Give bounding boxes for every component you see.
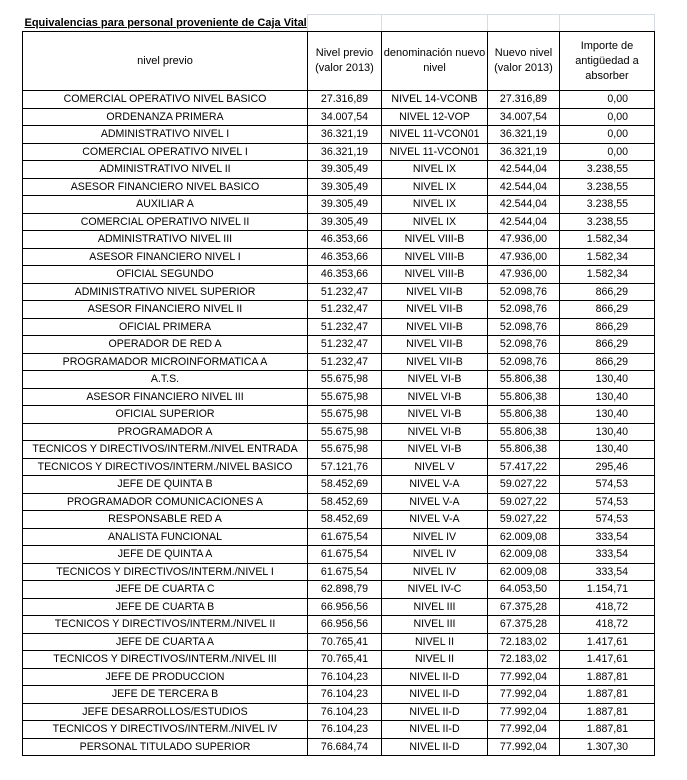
cell-nuevo-nivel-valor: 55.806,38 <box>488 371 560 389</box>
table-row <box>23 126 655 144</box>
cell-importe: 0,00 <box>560 126 655 144</box>
cell-nivel-previo: PROGRAMADOR MICROINFORMATICA A <box>23 353 308 371</box>
cell-nivel-previo-valor: 76.104,23 <box>308 703 382 721</box>
cell-nivel-previo-valor: 58.452,69 <box>308 493 382 511</box>
cell-nivel-previo: ASESOR FINANCIERO NIVEL III <box>23 388 308 406</box>
table-row <box>23 301 655 319</box>
cell-importe: 3.238,55 <box>560 196 655 214</box>
cell-nuevo-nivel-valor: 72.183,02 <box>488 633 560 651</box>
table-row <box>23 633 655 651</box>
table-row <box>23 686 655 704</box>
cell-denominacion: NIVEL 12-VOP <box>382 108 488 126</box>
cell-nuevo-nivel-valor: 47.936,00 <box>488 231 560 249</box>
cell-importe: 130,40 <box>560 371 655 389</box>
cell-nuevo-nivel-valor: 36.321,19 <box>488 143 560 161</box>
cell-denominacion: NIVEL VI-B <box>382 423 488 441</box>
cell-nuevo-nivel-valor: 77.992,04 <box>488 703 560 721</box>
table-row <box>23 266 655 284</box>
cell-nuevo-nivel-valor: 62.009,08 <box>488 546 560 564</box>
cell-nivel-previo: JEFE DE PRODUCCION <box>23 668 308 686</box>
cell-nivel-previo-valor: 46.353,66 <box>308 266 382 284</box>
cell-nivel-previo: ADMINISTRATIVO NIVEL II <box>23 161 308 179</box>
table-row <box>23 476 655 494</box>
cell-nuevo-nivel-valor: 42.544,04 <box>488 213 560 231</box>
table-row <box>23 668 655 686</box>
cell-importe: 1.887,81 <box>560 686 655 704</box>
cell-nivel-previo: JEFE DE CUARTA A <box>23 633 308 651</box>
cell-nuevo-nivel-valor: 57.417,22 <box>488 458 560 476</box>
cell-importe: 130,40 <box>560 441 655 459</box>
cell-nivel-previo-valor: 46.353,66 <box>308 231 382 249</box>
cell-nuevo-nivel-valor: 42.544,04 <box>488 161 560 179</box>
cell-nuevo-nivel-valor: 59.027,22 <box>488 511 560 529</box>
cell-denominacion: NIVEL VII-B <box>382 336 488 354</box>
cell-nivel-previo-valor: 39.305,49 <box>308 196 382 214</box>
cell-importe: 866,29 <box>560 336 655 354</box>
cell-nivel-previo-valor: 34.007,54 <box>308 108 382 126</box>
cell-denominacion: NIVEL IV <box>382 546 488 564</box>
cell-nivel-previo-valor: 61.675,54 <box>308 546 382 564</box>
cell-nivel-previo: JEFE DE CUARTA C <box>23 581 308 599</box>
header-nivel-previo-valor: Nivel previo (valor 2013) <box>308 32 382 91</box>
cell-denominacion: NIVEL V-A <box>382 493 488 511</box>
cell-nivel-previo-valor: 58.452,69 <box>308 511 382 529</box>
cell-nivel-previo: ORDENANZA PRIMERA <box>23 108 308 126</box>
cell-denominacion: NIVEL II <box>382 633 488 651</box>
cell-nivel-previo-valor: 51.232,47 <box>308 336 382 354</box>
cell-denominacion: NIVEL II <box>382 651 488 669</box>
cell-denominacion: NIVEL VI-B <box>382 406 488 424</box>
cell-nivel-previo: JEFE DE TERCERA B <box>23 686 308 704</box>
cell-nuevo-nivel-valor: 47.936,00 <box>488 248 560 266</box>
cell-denominacion: NIVEL IV-C <box>382 581 488 599</box>
cell-nivel-previo-valor: 39.305,49 <box>308 161 382 179</box>
table-row <box>23 213 655 231</box>
cell-nuevo-nivel-valor: 77.992,04 <box>488 721 560 739</box>
cell-nivel-previo: ASESOR FINANCIERO NIVEL BASICO <box>23 178 308 196</box>
cell-nivel-previo-valor: 36.321,19 <box>308 126 382 144</box>
table-row <box>23 616 655 634</box>
empty-cell <box>560 15 655 32</box>
cell-importe: 1.582,34 <box>560 231 655 249</box>
cell-nivel-previo: OFICIAL SEGUNDO <box>23 266 308 284</box>
table-row <box>23 563 655 581</box>
cell-nivel-previo: OPERADOR DE RED A <box>23 336 308 354</box>
cell-nuevo-nivel-valor: 77.992,04 <box>488 686 560 704</box>
equivalence-sheet <box>22 14 654 756</box>
cell-importe: 418,72 <box>560 598 655 616</box>
cell-importe: 574,53 <box>560 476 655 494</box>
table-row <box>23 493 655 511</box>
cell-importe: 866,29 <box>560 301 655 319</box>
cell-nivel-previo: COMERCIAL OPERATIVO NIVEL BASICO <box>23 91 308 109</box>
cell-nuevo-nivel-valor: 77.992,04 <box>488 668 560 686</box>
cell-nivel-previo: JEFE DE QUINTA B <box>23 476 308 494</box>
cell-nivel-previo-valor: 27.316,89 <box>308 91 382 109</box>
table-row <box>23 353 655 371</box>
table-row <box>23 161 655 179</box>
cell-nuevo-nivel-valor: 62.009,08 <box>488 528 560 546</box>
cell-denominacion: NIVEL II-D <box>382 738 488 756</box>
cell-nuevo-nivel-valor: 62.009,08 <box>488 563 560 581</box>
cell-importe: 0,00 <box>560 108 655 126</box>
cell-importe: 1.154,71 <box>560 581 655 599</box>
cell-denominacion: NIVEL III <box>382 616 488 634</box>
cell-nuevo-nivel-valor: 55.806,38 <box>488 388 560 406</box>
cell-nivel-previo: TECNICOS Y DIRECTIVOS/INTERM./NIVEL BASICO <box>23 458 308 476</box>
cell-nivel-previo-valor: 51.232,47 <box>308 318 382 336</box>
cell-denominacion: NIVEL VIII-B <box>382 248 488 266</box>
cell-nuevo-nivel-valor: 42.544,04 <box>488 178 560 196</box>
cell-nivel-previo: TECNICOS Y DIRECTIVOS/INTERM./NIVEL IV <box>23 721 308 739</box>
cell-nuevo-nivel-valor: 27.316,89 <box>488 91 560 109</box>
cell-nivel-previo: PROGRAMADOR COMUNICACIONES A <box>23 493 308 511</box>
cell-importe: 574,53 <box>560 493 655 511</box>
table-row <box>23 178 655 196</box>
cell-denominacion: NIVEL IX <box>382 161 488 179</box>
cell-denominacion: NIVEL II-D <box>382 721 488 739</box>
header-denominacion: denominación nuevo nivel <box>382 32 488 91</box>
cell-nivel-previo-valor: 76.684,74 <box>308 738 382 756</box>
table-row <box>23 91 655 109</box>
cell-importe: 0,00 <box>560 143 655 161</box>
cell-nivel-previo-valor: 55.675,98 <box>308 423 382 441</box>
cell-nuevo-nivel-valor: 55.806,38 <box>488 441 560 459</box>
table-row <box>23 511 655 529</box>
cell-nuevo-nivel-valor: 52.098,76 <box>488 336 560 354</box>
table-row <box>23 441 655 459</box>
cell-nuevo-nivel-valor: 67.375,28 <box>488 616 560 634</box>
header-row <box>23 32 655 91</box>
cell-nivel-previo: ADMINISTRATIVO NIVEL I <box>23 126 308 144</box>
table-row <box>23 423 655 441</box>
cell-nivel-previo: TECNICOS Y DIRECTIVOS/INTERM./NIVEL I <box>23 563 308 581</box>
table-row <box>23 143 655 161</box>
cell-nuevo-nivel-valor: 52.098,76 <box>488 301 560 319</box>
table-row <box>23 231 655 249</box>
header-importe: Importe de antigüedad a absorber <box>560 32 655 91</box>
cell-nivel-previo-valor: 51.232,47 <box>308 353 382 371</box>
cell-nivel-previo: OFICIAL SUPERIOR <box>23 406 308 424</box>
cell-importe: 333,54 <box>560 528 655 546</box>
cell-importe: 333,54 <box>560 563 655 581</box>
cell-nuevo-nivel-valor: 64.053,50 <box>488 581 560 599</box>
cell-denominacion: NIVEL VI-B <box>382 441 488 459</box>
cell-nuevo-nivel-valor: 42.544,04 <box>488 196 560 214</box>
cell-nuevo-nivel-valor: 52.098,76 <box>488 353 560 371</box>
title-row <box>23 15 655 32</box>
cell-nivel-previo-valor: 66.956,56 <box>308 598 382 616</box>
cell-nivel-previo: TECNICOS Y DIRECTIVOS/INTERM./NIVEL II <box>23 616 308 634</box>
cell-nivel-previo-valor: 62.898,79 <box>308 581 382 599</box>
table-row <box>23 336 655 354</box>
cell-nivel-previo-valor: 51.232,47 <box>308 301 382 319</box>
cell-importe: 130,40 <box>560 423 655 441</box>
cell-importe: 130,40 <box>560 388 655 406</box>
cell-denominacion: NIVEL II-D <box>382 703 488 721</box>
cell-denominacion: NIVEL VII-B <box>382 353 488 371</box>
header-nivel-previo: nivel previo <box>23 32 308 91</box>
cell-nuevo-nivel-valor: 72.183,02 <box>488 651 560 669</box>
cell-importe: 1.307,30 <box>560 738 655 756</box>
cell-nivel-previo-valor: 61.675,54 <box>308 528 382 546</box>
cell-nivel-previo-valor: 36.321,19 <box>308 143 382 161</box>
empty-cell <box>382 15 488 32</box>
cell-denominacion: NIVEL IX <box>382 178 488 196</box>
empty-cell <box>308 15 382 32</box>
cell-nuevo-nivel-valor: 67.375,28 <box>488 598 560 616</box>
cell-denominacion: NIVEL V-A <box>382 511 488 529</box>
cell-denominacion: NIVEL V <box>382 458 488 476</box>
table-row <box>23 388 655 406</box>
cell-nivel-previo: PERSONAL TITULADO SUPERIOR <box>23 738 308 756</box>
cell-denominacion: NIVEL 14-VCONB <box>382 91 488 109</box>
cell-nivel-previo-valor: 55.675,98 <box>308 371 382 389</box>
cell-nuevo-nivel-valor: 59.027,22 <box>488 476 560 494</box>
table-row <box>23 283 655 301</box>
cell-nivel-previo: COMERCIAL OPERATIVO NIVEL I <box>23 143 308 161</box>
cell-nivel-previo: ASESOR FINANCIERO NIVEL I <box>23 248 308 266</box>
cell-nivel-previo-valor: 61.675,54 <box>308 563 382 581</box>
cell-nivel-previo-valor: 58.452,69 <box>308 476 382 494</box>
cell-importe: 418,72 <box>560 616 655 634</box>
empty-cell <box>488 15 560 32</box>
cell-nivel-previo-valor: 70.765,41 <box>308 651 382 669</box>
cell-nivel-previo: A.T.S. <box>23 371 308 389</box>
cell-nivel-previo-valor: 66.956,56 <box>308 616 382 634</box>
cell-nuevo-nivel-valor: 52.098,76 <box>488 318 560 336</box>
cell-nivel-previo: PROGRAMADOR A <box>23 423 308 441</box>
cell-nivel-previo-valor: 55.675,98 <box>308 441 382 459</box>
cell-denominacion: NIVEL VI-B <box>382 371 488 389</box>
cell-nivel-previo-valor: 39.305,49 <box>308 213 382 231</box>
cell-nuevo-nivel-valor: 55.806,38 <box>488 406 560 424</box>
cell-nivel-previo-valor: 70.765,41 <box>308 633 382 651</box>
cell-denominacion: NIVEL 11-VCON01 <box>382 126 488 144</box>
cell-denominacion: NIVEL IX <box>382 213 488 231</box>
cell-nivel-previo: TECNICOS Y DIRECTIVOS/INTERM./NIVEL III <box>23 651 308 669</box>
cell-nivel-previo-valor: 51.232,47 <box>308 283 382 301</box>
cell-denominacion: NIVEL VIII-B <box>382 266 488 284</box>
cell-importe: 3.238,55 <box>560 161 655 179</box>
cell-nuevo-nivel-valor: 59.027,22 <box>488 493 560 511</box>
cell-denominacion: NIVEL IV <box>382 528 488 546</box>
cell-denominacion: NIVEL VII-B <box>382 318 488 336</box>
cell-denominacion: NIVEL II-D <box>382 686 488 704</box>
cell-denominacion: NIVEL IX <box>382 196 488 214</box>
cell-nivel-previo-valor: 46.353,66 <box>308 248 382 266</box>
cell-denominacion: NIVEL VIII-B <box>382 231 488 249</box>
cell-importe: 1.582,34 <box>560 266 655 284</box>
cell-nivel-previo-valor: 76.104,23 <box>308 721 382 739</box>
cell-denominacion: NIVEL II-D <box>382 668 488 686</box>
cell-nivel-previo: JEFE DE QUINTA A <box>23 546 308 564</box>
cell-importe: 866,29 <box>560 318 655 336</box>
cell-nivel-previo: OFICIAL PRIMERA <box>23 318 308 336</box>
cell-importe: 1.582,34 <box>560 248 655 266</box>
table-row <box>23 406 655 424</box>
table-row <box>23 371 655 389</box>
cell-denominacion: NIVEL VII-B <box>382 283 488 301</box>
cell-denominacion: NIVEL VII-B <box>382 301 488 319</box>
cell-nivel-previo: ADMINISTRATIVO NIVEL III <box>23 231 308 249</box>
table-row <box>23 703 655 721</box>
cell-importe: 1.887,81 <box>560 703 655 721</box>
cell-importe: 295,46 <box>560 458 655 476</box>
table-row <box>23 546 655 564</box>
cell-denominacion: NIVEL III <box>382 598 488 616</box>
cell-nivel-previo-valor: 55.675,98 <box>308 388 382 406</box>
cell-denominacion: NIVEL VI-B <box>382 388 488 406</box>
cell-importe: 1.417,61 <box>560 651 655 669</box>
table-row <box>23 108 655 126</box>
cell-importe: 866,29 <box>560 353 655 371</box>
cell-nuevo-nivel-valor: 52.098,76 <box>488 283 560 301</box>
table-row <box>23 738 655 756</box>
cell-nivel-previo-valor: 76.104,23 <box>308 668 382 686</box>
header-nuevo-nivel-valor: Nuevo nivel (valor 2013) <box>488 32 560 91</box>
cell-importe: 3.238,55 <box>560 178 655 196</box>
cell-nivel-previo: ANALISTA FUNCIONAL <box>23 528 308 546</box>
cell-nivel-previo: COMERCIAL OPERATIVO NIVEL II <box>23 213 308 231</box>
table-row <box>23 598 655 616</box>
cell-nivel-previo: ASESOR FINANCIERO NIVEL II <box>23 301 308 319</box>
cell-nivel-previo-valor: 76.104,23 <box>308 686 382 704</box>
cell-importe: 1.417,61 <box>560 633 655 651</box>
table-row <box>23 248 655 266</box>
cell-importe: 333,54 <box>560 546 655 564</box>
table-row <box>23 458 655 476</box>
cell-nivel-previo-valor: 55.675,98 <box>308 406 382 424</box>
cell-nivel-previo-valor: 57.121,76 <box>308 458 382 476</box>
cell-importe: 0,00 <box>560 91 655 109</box>
table-row <box>23 318 655 336</box>
cell-denominacion: NIVEL V-A <box>382 476 488 494</box>
cell-denominacion: NIVEL 11-VCON01 <box>382 143 488 161</box>
table-row <box>23 581 655 599</box>
cell-nuevo-nivel-valor: 77.992,04 <box>488 738 560 756</box>
cell-nuevo-nivel-valor: 47.936,00 <box>488 266 560 284</box>
cell-importe: 574,53 <box>560 511 655 529</box>
table-row <box>23 528 655 546</box>
cell-nivel-previo: JEFE DESARROLLOS/ESTUDIOS <box>23 703 308 721</box>
cell-importe: 866,29 <box>560 283 655 301</box>
cell-denominacion: NIVEL IV <box>382 563 488 581</box>
table-row <box>23 721 655 739</box>
cell-nuevo-nivel-valor: 36.321,19 <box>488 126 560 144</box>
cell-importe: 3.238,55 <box>560 213 655 231</box>
cell-importe: 1.887,81 <box>560 721 655 739</box>
equivalence-table <box>22 14 655 756</box>
cell-nivel-previo: TECNICOS Y DIRECTIVOS/INTERM./NIVEL ENTRADA <box>23 441 308 459</box>
table-row <box>23 651 655 669</box>
cell-nivel-previo: RESPONSABLE RED A <box>23 511 308 529</box>
table-row <box>23 196 655 214</box>
table-title: Equivalencias para personal proveniente de Caja Vital <box>23 15 308 32</box>
cell-importe: 1.887,81 <box>560 668 655 686</box>
cell-nuevo-nivel-valor: 55.806,38 <box>488 423 560 441</box>
cell-nivel-previo: ADMINISTRATIVO NIVEL SUPERIOR <box>23 283 308 301</box>
cell-nivel-previo: JEFE DE CUARTA B <box>23 598 308 616</box>
cell-nuevo-nivel-valor: 34.007,54 <box>488 108 560 126</box>
cell-nivel-previo: AUXILIAR A <box>23 196 308 214</box>
cell-importe: 130,40 <box>560 406 655 424</box>
cell-nivel-previo-valor: 39.305,49 <box>308 178 382 196</box>
